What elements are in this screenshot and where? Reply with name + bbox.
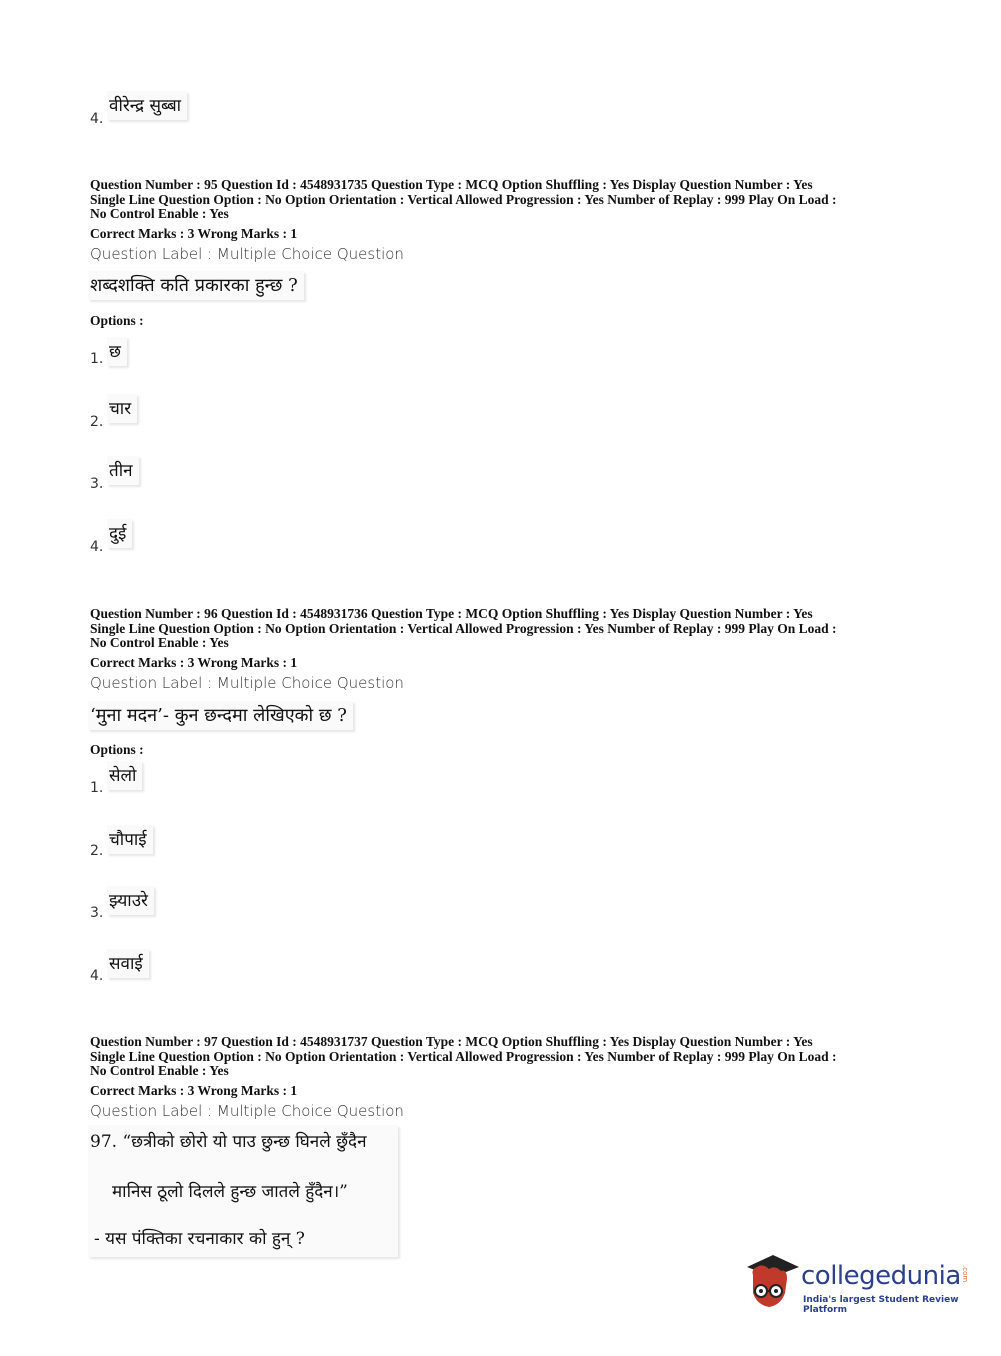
question-meta xyxy=(90,1035,920,1079)
question-marks: Correct Marks : 3 Wrong Marks : 1 xyxy=(90,226,298,241)
option-text: तीन xyxy=(107,456,139,485)
option-number: 4. xyxy=(90,111,104,127)
option-text: चौपाई xyxy=(107,825,153,854)
question-text xyxy=(88,1125,398,1257)
options-label: Options : xyxy=(90,742,144,757)
question-label: Question Label : Multiple Choice Question xyxy=(90,674,404,692)
question-text: ‘मुना मदन’- कुन छन्दमा लेखिएको छ ? xyxy=(88,701,353,730)
question-line: - यस पंक्तिका रचनाकार को हुन् ? xyxy=(94,1229,305,1249)
option-number: 3. xyxy=(90,905,104,921)
mascot-icon xyxy=(743,1253,801,1313)
option-text: छ xyxy=(107,337,127,366)
meta-line: Question Number : 95 Question Id : 4548931735 Question Type : MCQ Option Shuffling : Yes Display Question Number : Yes xyxy=(90,177,813,192)
logo-tagline: India's largest Student Review Platform xyxy=(803,1295,959,1315)
option-text: सवाई xyxy=(107,949,149,978)
meta-line: Single Line Question Option : No Option Orientation : Vertical Allowed Progression : Yes Number of Replay : 999 Play On Load : xyxy=(90,1048,837,1064)
option-number: 4. xyxy=(90,539,104,555)
option-number: 1. xyxy=(90,780,104,796)
option-text: झ्याउरे xyxy=(107,886,154,915)
option-text: सेलो xyxy=(107,761,142,790)
collegedunia-logo xyxy=(743,1253,973,1313)
meta-line: No Control Enable : Yes xyxy=(90,1063,229,1078)
question-label: Question Label : Multiple Choice Question xyxy=(90,1102,404,1120)
question-meta xyxy=(90,607,920,651)
question-meta xyxy=(90,178,920,222)
logo-domain: .com xyxy=(961,1265,969,1283)
option-number: 1. xyxy=(90,351,104,367)
meta-line: Question Number : 97 Question Id : 4548931737 Question Type : MCQ Option Shuffling : Yes Display Question Number : Yes xyxy=(90,1034,813,1049)
option-number: 2. xyxy=(90,414,104,430)
question-label: Question Label : Multiple Choice Question xyxy=(90,245,404,263)
options-label: Options : xyxy=(90,313,144,328)
option-number: 3. xyxy=(90,476,104,492)
meta-line: Single Line Question Option : No Option Orientation : Vertical Allowed Progression : Yes Number of Replay : 999 Play On Load : xyxy=(90,191,837,207)
logo-wordmark: collegedunia xyxy=(801,1261,961,1291)
question-marks: Correct Marks : 3 Wrong Marks : 1 xyxy=(90,655,298,670)
meta-line: No Control Enable : Yes xyxy=(90,635,229,650)
question-marks: Correct Marks : 3 Wrong Marks : 1 xyxy=(90,1083,298,1098)
option-text: चार xyxy=(107,394,137,423)
meta-line: Single Line Question Option : No Option Orientation : Vertical Allowed Progression : Yes Number of Replay : 999 Play On Load : xyxy=(90,620,837,636)
option-text: दुई xyxy=(107,519,132,548)
question-text: शब्दशक्ति कति प्रकारका हुन्छ ? xyxy=(88,271,304,300)
meta-line: No Control Enable : Yes xyxy=(90,206,229,221)
option-number: 4. xyxy=(90,968,104,984)
question-line: मानिस ठूलो दिलले हुन्छ जातले हुँदैन।” xyxy=(112,1182,348,1202)
meta-line: Question Number : 96 Question Id : 4548931736 Question Type : MCQ Option Shuffling : Yes Display Question Number : Yes xyxy=(90,606,813,621)
option-number: 2. xyxy=(90,843,104,859)
option-text: वीरेन्द्र सुब्बा xyxy=(107,91,187,120)
question-line: 97. “छत्रीको छोरो यो पाउ छुन्छ घिनले छुँदैन xyxy=(90,1132,367,1152)
